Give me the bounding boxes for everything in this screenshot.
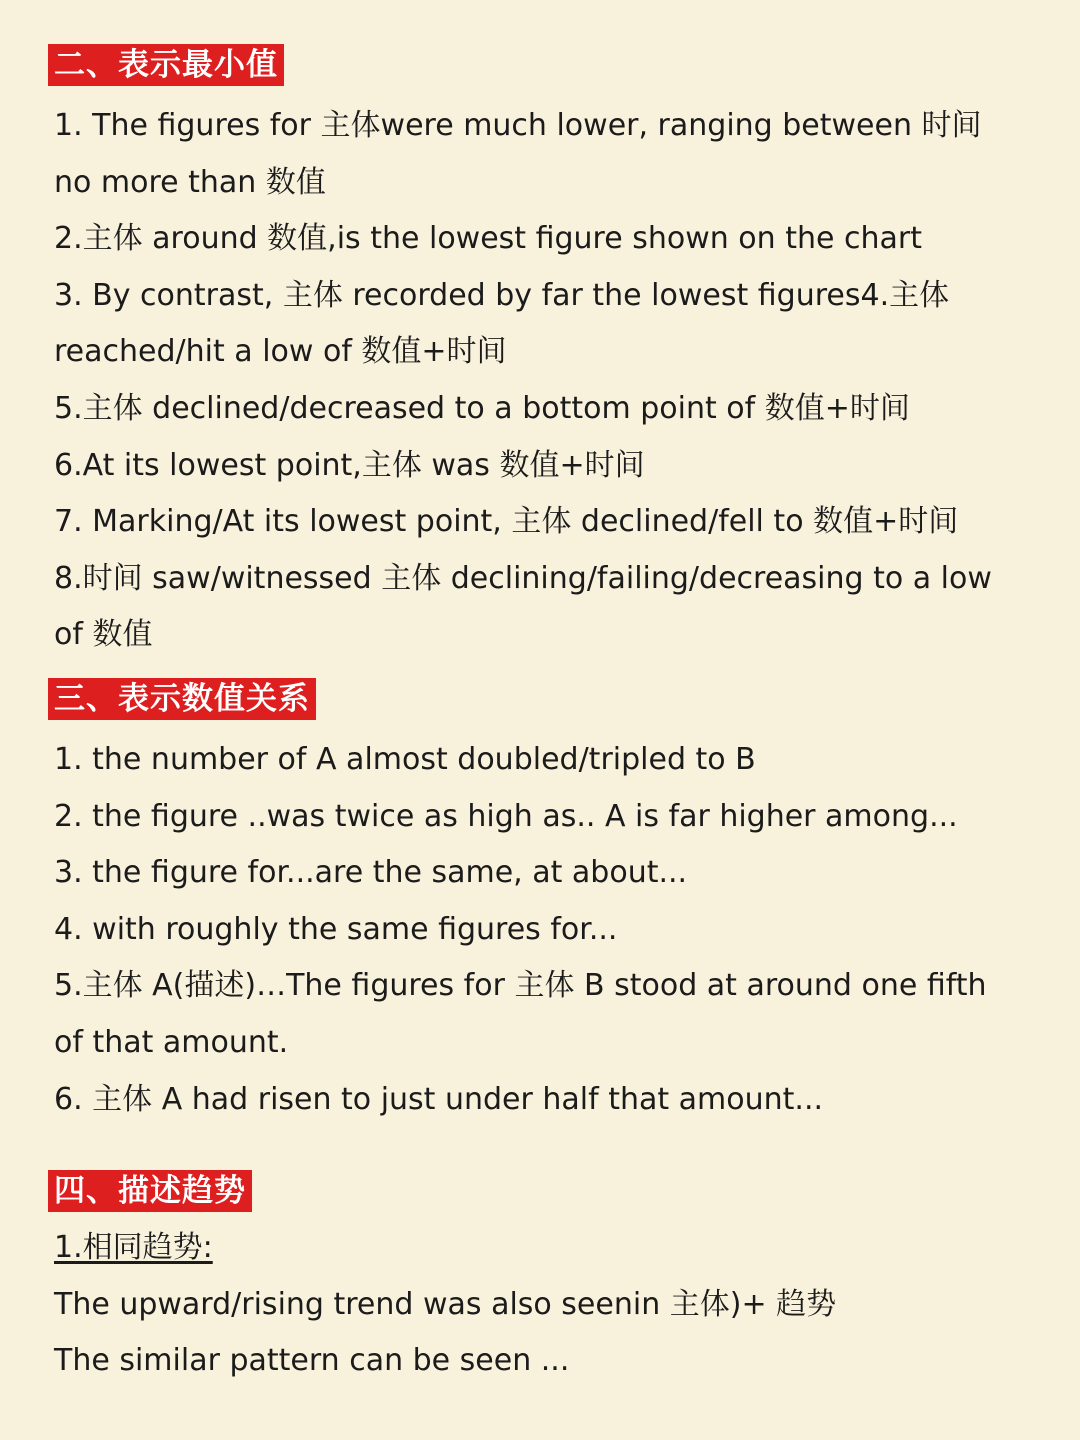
phrase-line: 6.At its lowest point,主体 was 数值+时间 (54, 447, 645, 483)
phrase-line: 4. with roughly the same figures for... (54, 911, 618, 947)
phrase-list (54, 1220, 1040, 1390)
section-heading: 二、表示最小值 (48, 44, 284, 86)
phrase-line: The upward/rising trend was also seenin 主体)+ 趋势 (54, 1286, 837, 1322)
phrase-line: 6. 主体 A had risen to just under half that amount... (54, 1081, 824, 1117)
phrase-line: 3. the figure for...are the same, at about... (54, 855, 688, 891)
phrase-line: 1. The figures for 主体were much lower, ranging between 时间 no more than 数值 (54, 108, 982, 200)
phrase-list (54, 98, 1040, 664)
phrase-line: 7. Marking/At its lowest point, 主体 declined/fell to 数值+时间 (54, 504, 959, 540)
section-value-relations (54, 678, 1040, 1128)
phrase-line: 2. the figure ..was twice as high as.. A is far higher among... (54, 798, 958, 834)
phrase-line: 5.主体 declined/decreased to a bottom point of 数值+时间 (54, 390, 910, 426)
section-heading: 三、表示数值关系 (48, 678, 316, 720)
phrase-line: 8.时间 saw/witnessed 主体 declining/failing/decreasing to a low of 数值 (54, 560, 992, 653)
phrase-line: 3. By contrast, 主体 recorded by far the lowest figures4.主体 reached/hit a low of 数值+时间 (54, 277, 950, 370)
phrase-line: 5.主体 A(描述)…The figures for 主体 B stood at around one fifth of that amount. (54, 968, 987, 1060)
phrase-list (54, 732, 1040, 1128)
phrase-line: 2.主体 around 数值,is the lowest figure shown on the chart (54, 221, 922, 257)
section-describe-trends (54, 1170, 1040, 1390)
phrase-line: The similar pattern can be seen ... (54, 1343, 570, 1379)
subsection-heading: 1.相同趋势: (54, 1230, 213, 1266)
phrase-line: 1. the number of A almost doubled/tripled to B (54, 741, 756, 777)
section-heading: 四、描述趋势 (48, 1170, 252, 1212)
section-minimum-values (54, 44, 1040, 664)
